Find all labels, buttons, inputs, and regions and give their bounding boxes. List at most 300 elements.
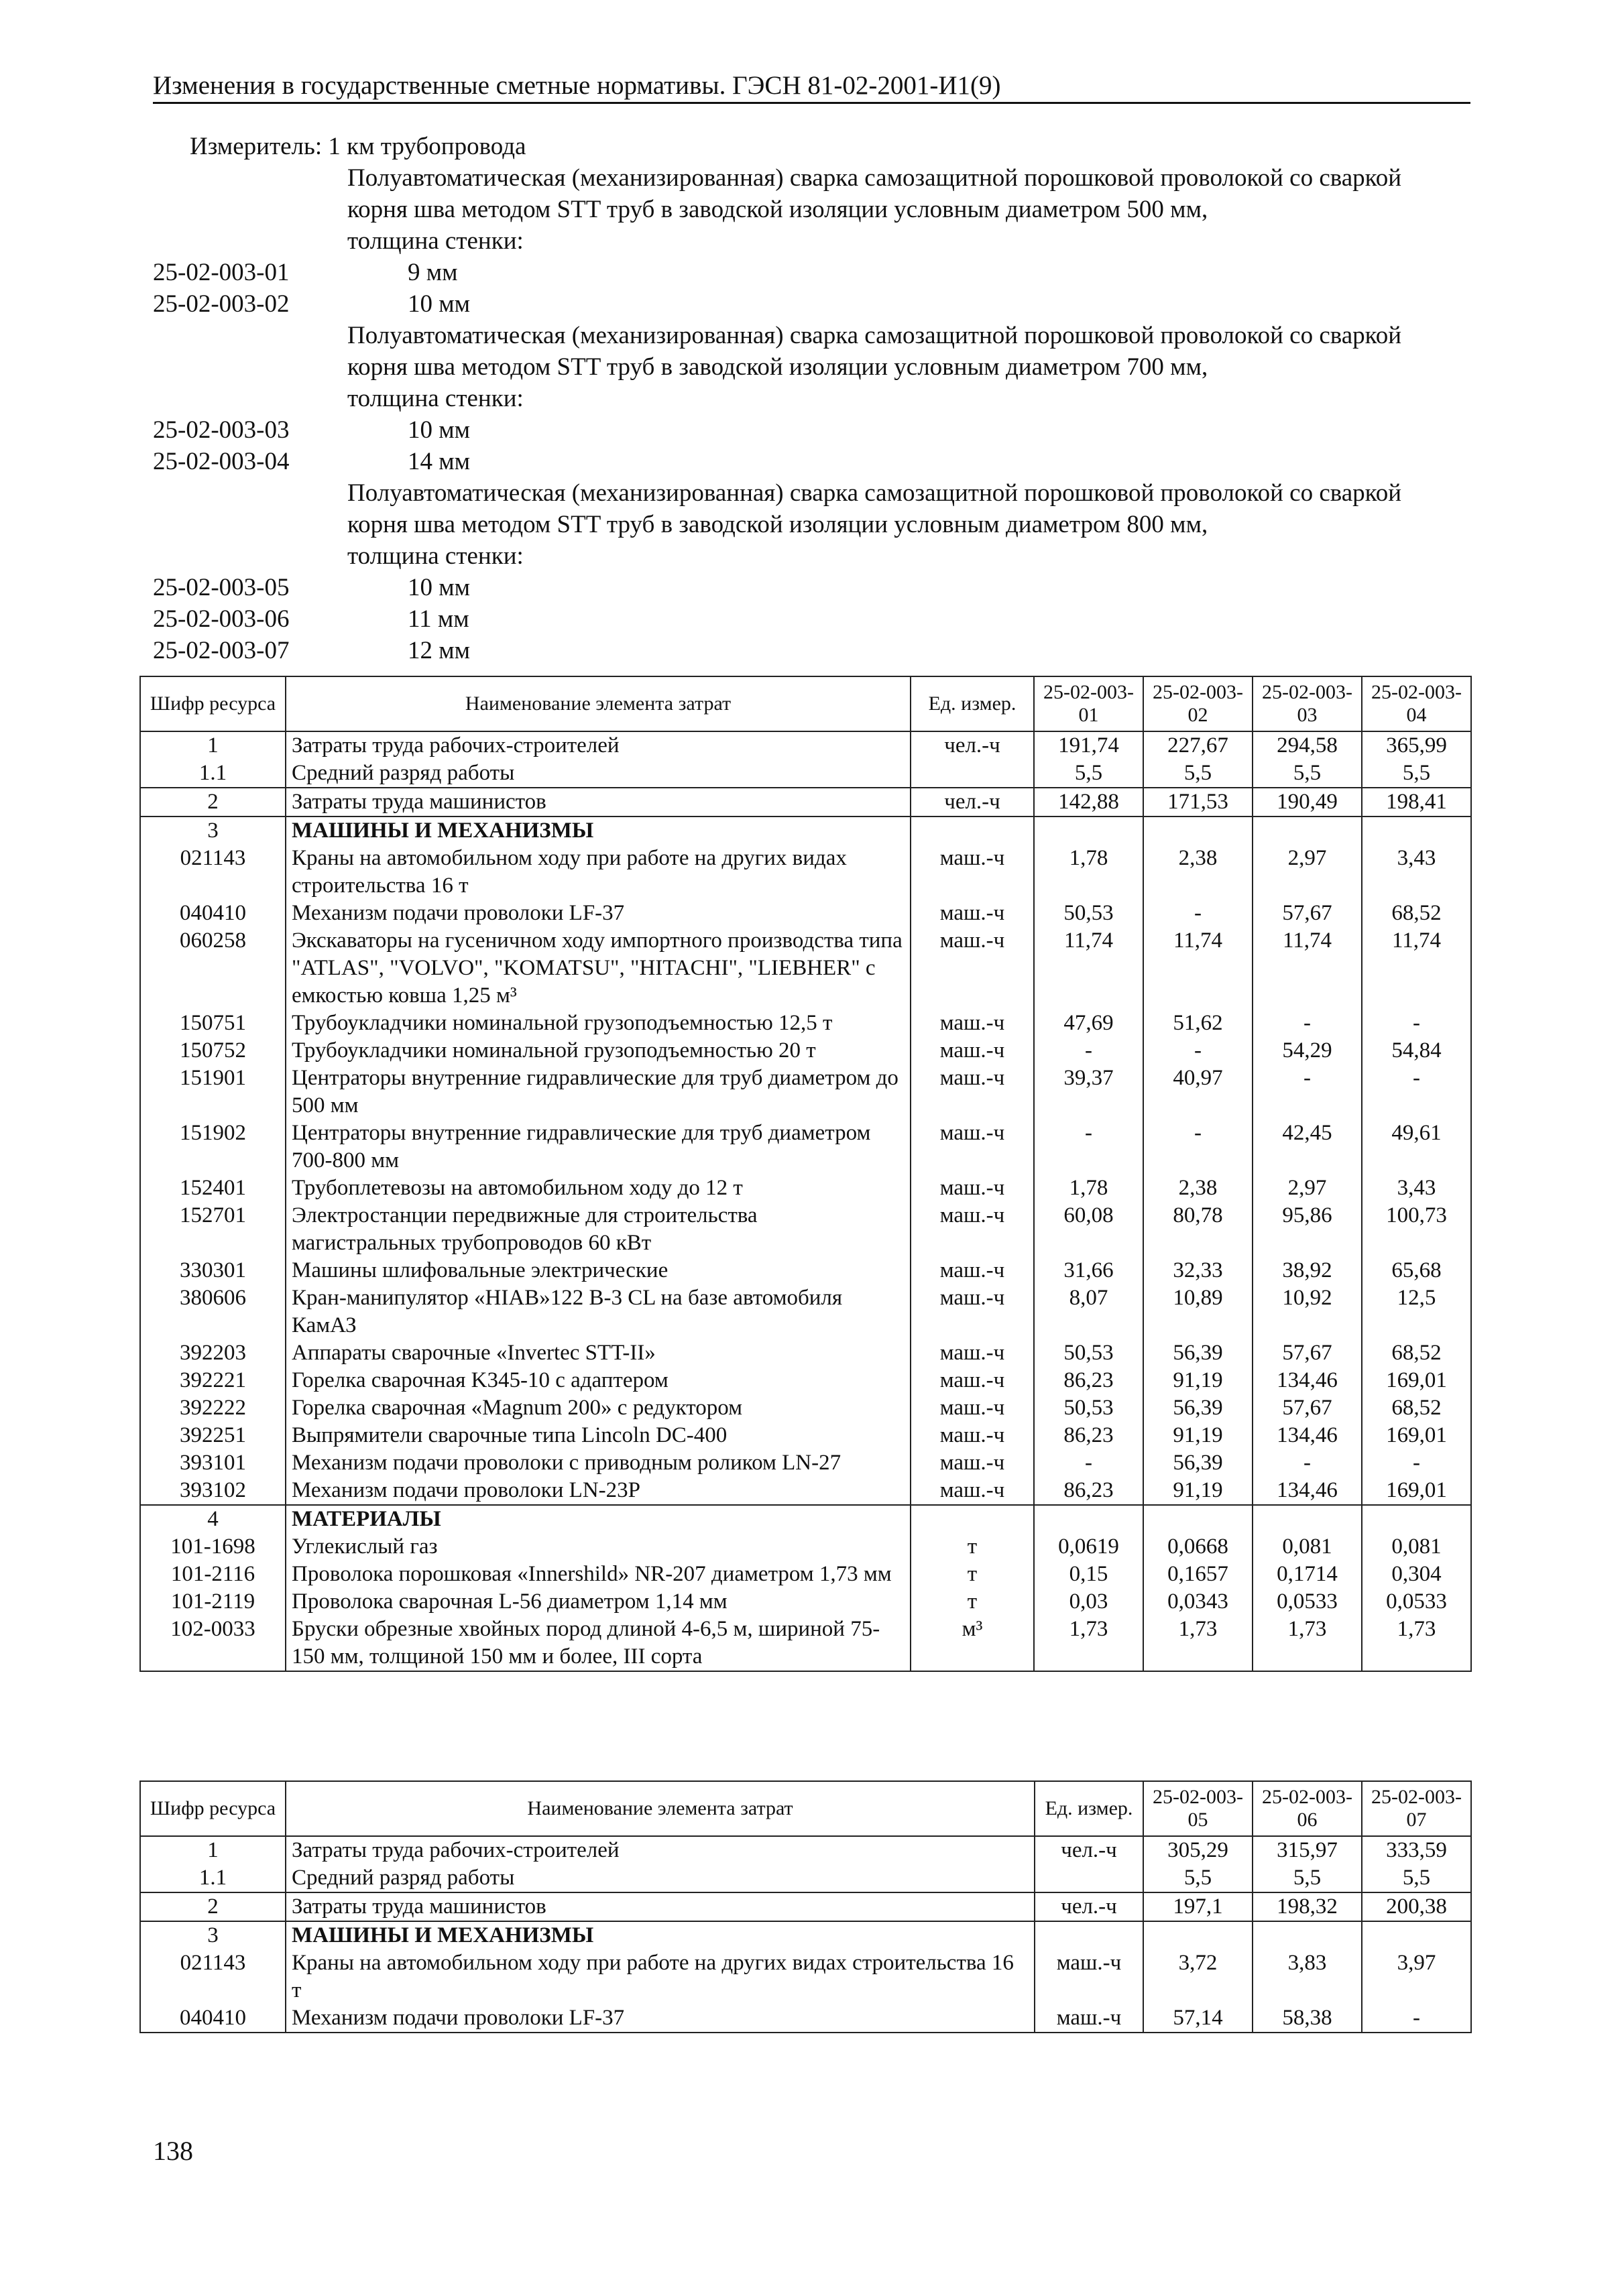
resource-code: 150751 <box>140 1010 286 1037</box>
norm-value: 40,97 <box>1143 1065 1253 1120</box>
norm-description: 10 мм <box>408 574 471 601</box>
norm-code <box>153 383 347 414</box>
norm-value: 65,68 <box>1362 1257 1471 1284</box>
norm-value: 56,39 <box>1143 1449 1253 1477</box>
resource-name: Краны на автомобильном ходу при работе на других видах строительства 16 т <box>286 1949 1035 2004</box>
norm-description: толщина стенки: <box>347 385 524 412</box>
header-unit: Ед. измер. <box>1035 1781 1143 1836</box>
header-norm-code: 25-02-003-03 <box>1253 676 1362 731</box>
norm-value: 191,74 <box>1034 731 1143 760</box>
norm-value: 0,1657 <box>1143 1561 1253 1588</box>
norm-value: 1,78 <box>1034 1174 1143 1202</box>
resource-unit: маш.-ч <box>911 927 1034 1010</box>
resource-name: Краны на автомобильном ходу при работе на других видах строительства 16 т <box>286 845 911 900</box>
header-norm-code: 25-02-003-04 <box>1362 676 1471 731</box>
norm-value: 86,23 <box>1034 1367 1143 1394</box>
resource-code: 021143 <box>140 845 286 900</box>
norm-value: - <box>1143 1120 1253 1174</box>
norm-value <box>1362 1505 1471 1533</box>
resource-unit <box>1035 1864 1143 1892</box>
intro-line <box>153 162 1470 225</box>
norm-value: 169,01 <box>1362 1477 1471 1505</box>
intro-line <box>153 320 1470 383</box>
resource-code: 393102 <box>140 1477 286 1505</box>
resource-code: 040410 <box>140 2004 286 2033</box>
norm-description: 14 мм <box>408 448 471 475</box>
norm-value: 54,29 <box>1253 1037 1362 1065</box>
resource-unit: маш.-ч <box>911 1257 1034 1284</box>
norm-value: - <box>1034 1449 1143 1477</box>
norm-value: 197,1 <box>1143 1892 1253 1921</box>
norm-value: 0,081 <box>1362 1533 1471 1561</box>
norm-value: 3,43 <box>1362 845 1471 900</box>
norm-value: 8,07 <box>1034 1284 1143 1339</box>
table-row <box>140 1037 1471 1065</box>
table-row <box>140 1120 1471 1174</box>
resource-name: Аппараты сварочные «Invertec STT-II» <box>286 1339 911 1367</box>
norm-value: 3,97 <box>1362 1949 1471 2004</box>
resource-unit: маш.-ч <box>911 1477 1034 1505</box>
resource-unit: маш.-ч <box>911 900 1034 927</box>
norm-code: 25-02-003-07 <box>153 637 290 664</box>
resource-name: Электростанции передвижные для строительства магистральных трубопроводов 60 кВт <box>286 1202 911 1257</box>
meter-label: Измеритель: 1 км трубопровода <box>190 133 526 160</box>
resource-unit: т <box>911 1533 1034 1561</box>
table-row <box>140 1010 1471 1037</box>
resource-unit: маш.-ч <box>911 1202 1034 1257</box>
norm-value: - <box>1253 1010 1362 1037</box>
norm-code <box>153 540 347 572</box>
resource-name: Затраты труда рабочих-строителей <box>286 1836 1035 1864</box>
header-code: Шифр ресурса <box>140 676 286 731</box>
resource-unit: маш.-ч <box>911 1284 1034 1339</box>
resource-code: 330301 <box>140 1257 286 1284</box>
table-row <box>140 1864 1471 1892</box>
norm-code: 25-02-003-04 <box>153 448 290 475</box>
resource-unit <box>911 760 1034 788</box>
norm-value: 86,23 <box>1034 1422 1143 1449</box>
resource-unit <box>911 1505 1034 1533</box>
resource-unit: маш.-ч <box>911 1010 1034 1037</box>
norm-value: 11,74 <box>1253 927 1362 1010</box>
norm-value: 57,67 <box>1253 900 1362 927</box>
resource-name: Проволока порошковая «Innershild» NR-207 диаметром 1,73 мм <box>286 1561 911 1588</box>
norm-description: Полуавтоматическая (механизированная) сварка самозащитной порошковой проволокой со сваркой корня шва методом STT труб в заводской изоляции условным диаметром 800 мм, <box>347 479 1402 538</box>
norm-value: 50,53 <box>1034 1339 1143 1367</box>
table-row <box>140 1836 1471 1864</box>
norm-value: 0,0533 <box>1253 1588 1362 1616</box>
intro-line <box>153 414 1470 446</box>
intro-line <box>153 446 1470 477</box>
table-row <box>140 1892 1471 1921</box>
table-row <box>140 845 1471 900</box>
norm-value <box>1362 817 1471 845</box>
table-row <box>140 1616 1471 1671</box>
resource-code: 392221 <box>140 1367 286 1394</box>
norm-value: 190,49 <box>1253 788 1362 817</box>
norm-value: - <box>1034 1120 1143 1174</box>
table-row <box>140 788 1471 817</box>
norm-value: 2,97 <box>1253 845 1362 900</box>
resource-unit: маш.-ч <box>911 1422 1034 1449</box>
resource-code: 1 <box>140 1836 286 1864</box>
norm-description: Полуавтоматическая (механизированная) сварка самозащитной порошковой проволокой со сваркой корня шва методом STT труб в заводской изоляции условным диаметром 700 мм, <box>347 322 1402 381</box>
norm-value: 5,5 <box>1143 1864 1253 1892</box>
norm-value: 10,89 <box>1143 1284 1253 1339</box>
header-norm-code: 25-02-003-02 <box>1143 676 1253 731</box>
table-row <box>140 1422 1471 1449</box>
norm-value: 56,39 <box>1143 1394 1253 1422</box>
norm-value: 11,74 <box>1034 927 1143 1010</box>
header-norm-code: 25-02-003-01 <box>1034 676 1143 731</box>
norm-value: 42,45 <box>1253 1120 1362 1174</box>
norm-value <box>1143 817 1253 845</box>
norm-code <box>153 225 347 257</box>
norm-value: 169,01 <box>1362 1422 1471 1449</box>
norm-code: 25-02-003-03 <box>153 416 290 444</box>
norm-value <box>1143 1505 1253 1533</box>
page-header: Изменения в государственные сметные нормативы. ГЭСН 81-02-2001-И1(9) <box>153 70 1470 104</box>
norm-value: 5,5 <box>1253 760 1362 788</box>
resource-code: 393101 <box>140 1449 286 1477</box>
resource-name: МАШИНЫ И МЕХАНИЗМЫ <box>286 1921 1035 1949</box>
intro-block <box>153 131 1470 666</box>
norm-value: 171,53 <box>1143 788 1253 817</box>
table-row <box>140 1284 1471 1339</box>
norm-value: 32,33 <box>1143 1257 1253 1284</box>
norm-code <box>153 162 347 225</box>
table-row <box>140 760 1471 788</box>
meter-line <box>153 131 1470 162</box>
resource-code: 1.1 <box>140 1864 286 1892</box>
resource-code: 101-2119 <box>140 1588 286 1616</box>
table-row <box>140 1257 1471 1284</box>
norm-value: 51,62 <box>1143 1010 1253 1037</box>
table-row <box>140 1505 1471 1533</box>
norm-value: - <box>1253 1065 1362 1120</box>
norm-value: 10,92 <box>1253 1284 1362 1339</box>
norm-value: 1,73 <box>1253 1616 1362 1671</box>
norm-value: 0,1714 <box>1253 1561 1362 1588</box>
norm-value: 91,19 <box>1143 1422 1253 1449</box>
norm-value: 86,23 <box>1034 1477 1143 1505</box>
intro-line <box>153 572 1470 603</box>
norm-value: 294,58 <box>1253 731 1362 760</box>
resource-code: 380606 <box>140 1284 286 1339</box>
norm-code: 25-02-003-01 <box>153 259 290 286</box>
header-norm-code: 25-02-003-06 <box>1253 1781 1362 1836</box>
resource-name: Средний разряд работы <box>286 760 911 788</box>
resource-name: МАТЕРИАЛЫ <box>286 1505 911 1533</box>
resource-name: Трубоплетевозы на автомобильном ходу до 12 т <box>286 1174 911 1202</box>
resource-name: Механизм подачи проволоки LN-23P <box>286 1477 911 1505</box>
intro-line <box>153 603 1470 635</box>
norm-value: 68,52 <box>1362 900 1471 927</box>
norm-value: 365,99 <box>1362 731 1471 760</box>
table-row <box>140 1174 1471 1202</box>
norm-value: 0,0619 <box>1034 1533 1143 1561</box>
resource-unit: чел.-ч <box>911 788 1034 817</box>
resource-name: Бруски обрезные хвойных пород длиной 4-6,5 м, шириной 75-150 мм, толщиной 150 мм и более, III сорта <box>286 1616 911 1671</box>
norm-value: 60,08 <box>1034 1202 1143 1257</box>
norm-value: 134,46 <box>1253 1422 1362 1449</box>
table-row <box>140 1394 1471 1422</box>
table-row <box>140 1065 1471 1120</box>
norm-description: толщина стенки: <box>347 542 524 570</box>
norm-value: - <box>1362 1010 1471 1037</box>
resource-unit: маш.-ч <box>1035 1949 1143 2004</box>
norm-value: 49,61 <box>1362 1120 1471 1174</box>
table-header-row <box>140 1781 1471 1836</box>
norm-description: Полуавтоматическая (механизированная) сварка самозащитной порошковой проволокой со сваркой корня шва методом STT труб в заводской изоляции условным диаметром 500 мм, <box>347 164 1402 223</box>
norm-value: 1,73 <box>1143 1616 1253 1671</box>
resource-unit: т <box>911 1561 1034 1588</box>
table-row <box>140 1588 1471 1616</box>
header-code: Шифр ресурса <box>140 1781 286 1836</box>
norm-description: 12 мм <box>408 637 471 664</box>
norm-description: 10 мм <box>408 416 471 444</box>
resource-code: 4 <box>140 1505 286 1533</box>
table-row <box>140 2004 1471 2033</box>
resource-code: 3 <box>140 1921 286 1949</box>
norm-value: 5,5 <box>1362 760 1471 788</box>
intro-line <box>153 288 1470 320</box>
resource-name: Проволока сварочная L-56 диаметром 1,14 мм <box>286 1588 911 1616</box>
table-row <box>140 1449 1471 1477</box>
norm-value: 95,86 <box>1253 1202 1362 1257</box>
norm-value: 200,38 <box>1362 1892 1471 1921</box>
resource-unit: маш.-ч <box>1035 2004 1143 2033</box>
norm-value: 3,72 <box>1143 1949 1253 2004</box>
header-norm-code: 25-02-003-05 <box>1143 1781 1253 1836</box>
norm-description: 9 мм <box>408 259 458 286</box>
table-row <box>140 1367 1471 1394</box>
norm-value: 56,39 <box>1143 1339 1253 1367</box>
norm-value <box>1253 1505 1362 1533</box>
resource-name: Трубоукладчики номинальной грузоподъемностью 12,5 т <box>286 1010 911 1037</box>
norm-value: 31,66 <box>1034 1257 1143 1284</box>
norm-code: 25-02-003-06 <box>153 605 290 633</box>
norm-value: 333,59 <box>1362 1836 1471 1864</box>
table-row <box>140 1921 1471 1949</box>
resource-unit: маш.-ч <box>911 1037 1034 1065</box>
intro-line <box>153 540 1470 572</box>
resource-code: 021143 <box>140 1949 286 2004</box>
norms-table-1 <box>139 676 1472 1672</box>
resource-unit: маш.-ч <box>911 845 1034 900</box>
intro-line <box>153 225 1470 257</box>
table-row <box>140 1477 1471 1505</box>
table-row <box>140 817 1471 845</box>
table-row <box>140 927 1471 1010</box>
resource-code: 150752 <box>140 1037 286 1065</box>
intro-line <box>153 635 1470 666</box>
resource-code: 2 <box>140 788 286 817</box>
resource-name: Машины шлифовальные электрические <box>286 1257 911 1284</box>
norm-value: - <box>1362 1449 1471 1477</box>
norm-code: 25-02-003-05 <box>153 574 290 601</box>
norm-value: 227,67 <box>1143 731 1253 760</box>
norm-value: 38,92 <box>1253 1257 1362 1284</box>
resource-name: Механизм подачи проволоки с приводным роликом LN-27 <box>286 1449 911 1477</box>
norm-value: - <box>1143 1037 1253 1065</box>
resource-name: Углекислый газ <box>286 1533 911 1561</box>
norm-value: - <box>1143 900 1253 927</box>
resource-code: 102-0033 <box>140 1616 286 1671</box>
resource-unit: чел.-ч <box>1035 1892 1143 1921</box>
resource-unit: маш.-ч <box>911 1120 1034 1174</box>
resource-unit: маш.-ч <box>911 1065 1034 1120</box>
norm-value: 0,03 <box>1034 1588 1143 1616</box>
resource-code: 392222 <box>140 1394 286 1422</box>
norm-value: 1,73 <box>1362 1616 1471 1671</box>
norm-code <box>153 320 347 383</box>
resource-code: 2 <box>140 1892 286 1921</box>
resource-name: МАШИНЫ И МЕХАНИЗМЫ <box>286 817 911 845</box>
resource-name: Центраторы внутренние гидравлические для труб диаметром до 500 мм <box>286 1065 911 1120</box>
norm-value <box>1143 1921 1253 1949</box>
norm-description: толщина стенки: <box>347 227 524 255</box>
resource-code: 060258 <box>140 927 286 1010</box>
resource-code: 101-2116 <box>140 1561 286 1588</box>
norm-value: 47,69 <box>1034 1010 1143 1037</box>
norm-value: - <box>1362 2004 1471 2033</box>
resource-code: 152401 <box>140 1174 286 1202</box>
norm-value <box>1362 1921 1471 1949</box>
norm-value: 3,43 <box>1362 1174 1471 1202</box>
norm-value: 11,74 <box>1143 927 1253 1010</box>
header-unit: Ед. измер. <box>911 676 1034 731</box>
norm-value: 91,19 <box>1143 1477 1253 1505</box>
resource-name: Механизм подачи проволоки LF-37 <box>286 900 911 927</box>
resource-code: 392251 <box>140 1422 286 1449</box>
resource-unit <box>1035 1921 1143 1949</box>
resource-code: 040410 <box>140 900 286 927</box>
resource-unit: маш.-ч <box>911 1174 1034 1202</box>
norm-value: 68,52 <box>1362 1339 1471 1367</box>
norm-value: 142,88 <box>1034 788 1143 817</box>
table-header-row <box>140 676 1471 731</box>
norm-value: 305,29 <box>1143 1836 1253 1864</box>
resource-code: 152701 <box>140 1202 286 1257</box>
resource-name: Горелка сварочная «Magnum 200» с редуктором <box>286 1394 911 1422</box>
norm-value: 134,46 <box>1253 1367 1362 1394</box>
norm-value: 2,97 <box>1253 1174 1362 1202</box>
intro-line <box>153 383 1470 414</box>
norm-value: 100,73 <box>1362 1202 1471 1257</box>
resource-name: Затраты труда машинистов <box>286 788 911 817</box>
norm-value: 0,081 <box>1253 1533 1362 1561</box>
norm-value: 80,78 <box>1143 1202 1253 1257</box>
norm-value: 3,83 <box>1253 1949 1362 2004</box>
norm-value: 0,0668 <box>1143 1533 1253 1561</box>
norm-value: 57,67 <box>1253 1339 1362 1367</box>
table-row <box>140 1949 1471 2004</box>
norm-description: 11 мм <box>408 605 469 633</box>
intro-list <box>153 162 1470 666</box>
norm-value: - <box>1362 1065 1471 1120</box>
norm-description: 10 мм <box>408 290 471 318</box>
resource-code: 101-1698 <box>140 1533 286 1561</box>
resource-code: 151902 <box>140 1120 286 1174</box>
page-number: 138 <box>153 2136 193 2166</box>
norm-value: 198,32 <box>1253 1892 1362 1921</box>
norm-value: 57,67 <box>1253 1394 1362 1422</box>
norms-table-2 <box>139 1780 1472 2033</box>
norm-value <box>1253 1921 1362 1949</box>
resource-unit: маш.-ч <box>911 1367 1034 1394</box>
resource-name: Экскаваторы на гусеничном ходу импортного производства типа "ATLAS", "VOLVO", "KOMATSU", "HITACHI", "LIEBHER" с емкостью ковша 1,25 м³ <box>286 927 911 1010</box>
norm-value: 5,5 <box>1362 1864 1471 1892</box>
norm-value: 57,14 <box>1143 2004 1253 2033</box>
norm-value: 91,19 <box>1143 1367 1253 1394</box>
resource-name: Средний разряд работы <box>286 1864 1035 1892</box>
norm-value: 68,52 <box>1362 1394 1471 1422</box>
norm-value: 5,5 <box>1253 1864 1362 1892</box>
resource-unit: м³ <box>911 1616 1034 1671</box>
norm-value: 2,38 <box>1143 845 1253 900</box>
norm-value <box>1034 817 1143 845</box>
norm-code: 25-02-003-02 <box>153 290 290 318</box>
table-row <box>140 1339 1471 1367</box>
table-row <box>140 900 1471 927</box>
norm-value: 134,46 <box>1253 1477 1362 1505</box>
resource-code: 1 <box>140 731 286 760</box>
norm-value: 54,84 <box>1362 1037 1471 1065</box>
resource-name: Выпрямители сварочные типа Lincoln DC-400 <box>286 1422 911 1449</box>
resource-name: Затраты труда машинистов <box>286 1892 1035 1921</box>
resource-unit: маш.-ч <box>911 1339 1034 1367</box>
norm-value: 5,5 <box>1143 760 1253 788</box>
norm-value <box>1253 817 1362 845</box>
norm-value: 5,5 <box>1034 760 1143 788</box>
resource-name: Механизм подачи проволоки LF-37 <box>286 2004 1035 2033</box>
resource-name: Затраты труда рабочих-строителей <box>286 731 911 760</box>
norm-value: 198,41 <box>1362 788 1471 817</box>
resource-unit: маш.-ч <box>911 1449 1034 1477</box>
norm-value: 39,37 <box>1034 1065 1143 1120</box>
resource-name: Кран-манипулятор «HIAB»122 B-3 CL на базе автомобиля КамАЗ <box>286 1284 911 1339</box>
norm-value: 1,73 <box>1034 1616 1143 1671</box>
norm-value: 0,304 <box>1362 1561 1471 1588</box>
norm-code <box>153 477 347 540</box>
header-name: Наименование элемента затрат <box>286 676 911 731</box>
norm-value: 58,38 <box>1253 2004 1362 2033</box>
resource-name: Трубоукладчики номинальной грузоподъемностью 20 т <box>286 1037 911 1065</box>
resource-unit: маш.-ч <box>911 1394 1034 1422</box>
norm-value <box>1034 1505 1143 1533</box>
resource-unit: чел.-ч <box>1035 1836 1143 1864</box>
table-row <box>140 1202 1471 1257</box>
table-row <box>140 731 1471 760</box>
norm-value: 0,0533 <box>1362 1588 1471 1616</box>
resource-code: 392203 <box>140 1339 286 1367</box>
norm-value: 12,5 <box>1362 1284 1471 1339</box>
norm-value: 50,53 <box>1034 1394 1143 1422</box>
header-norm-code: 25-02-003-07 <box>1362 1781 1471 1836</box>
resource-name: Горелка сварочная K345-10 с адаптером <box>286 1367 911 1394</box>
table-row <box>140 1533 1471 1561</box>
norm-value: - <box>1253 1449 1362 1477</box>
intro-line <box>153 257 1470 288</box>
norm-value: 0,0343 <box>1143 1588 1253 1616</box>
resource-unit <box>911 817 1034 845</box>
resource-code: 1.1 <box>140 760 286 788</box>
norm-value: 315,97 <box>1253 1836 1362 1864</box>
norm-value: - <box>1034 1037 1143 1065</box>
intro-line <box>153 477 1470 540</box>
norm-value: 50,53 <box>1034 900 1143 927</box>
